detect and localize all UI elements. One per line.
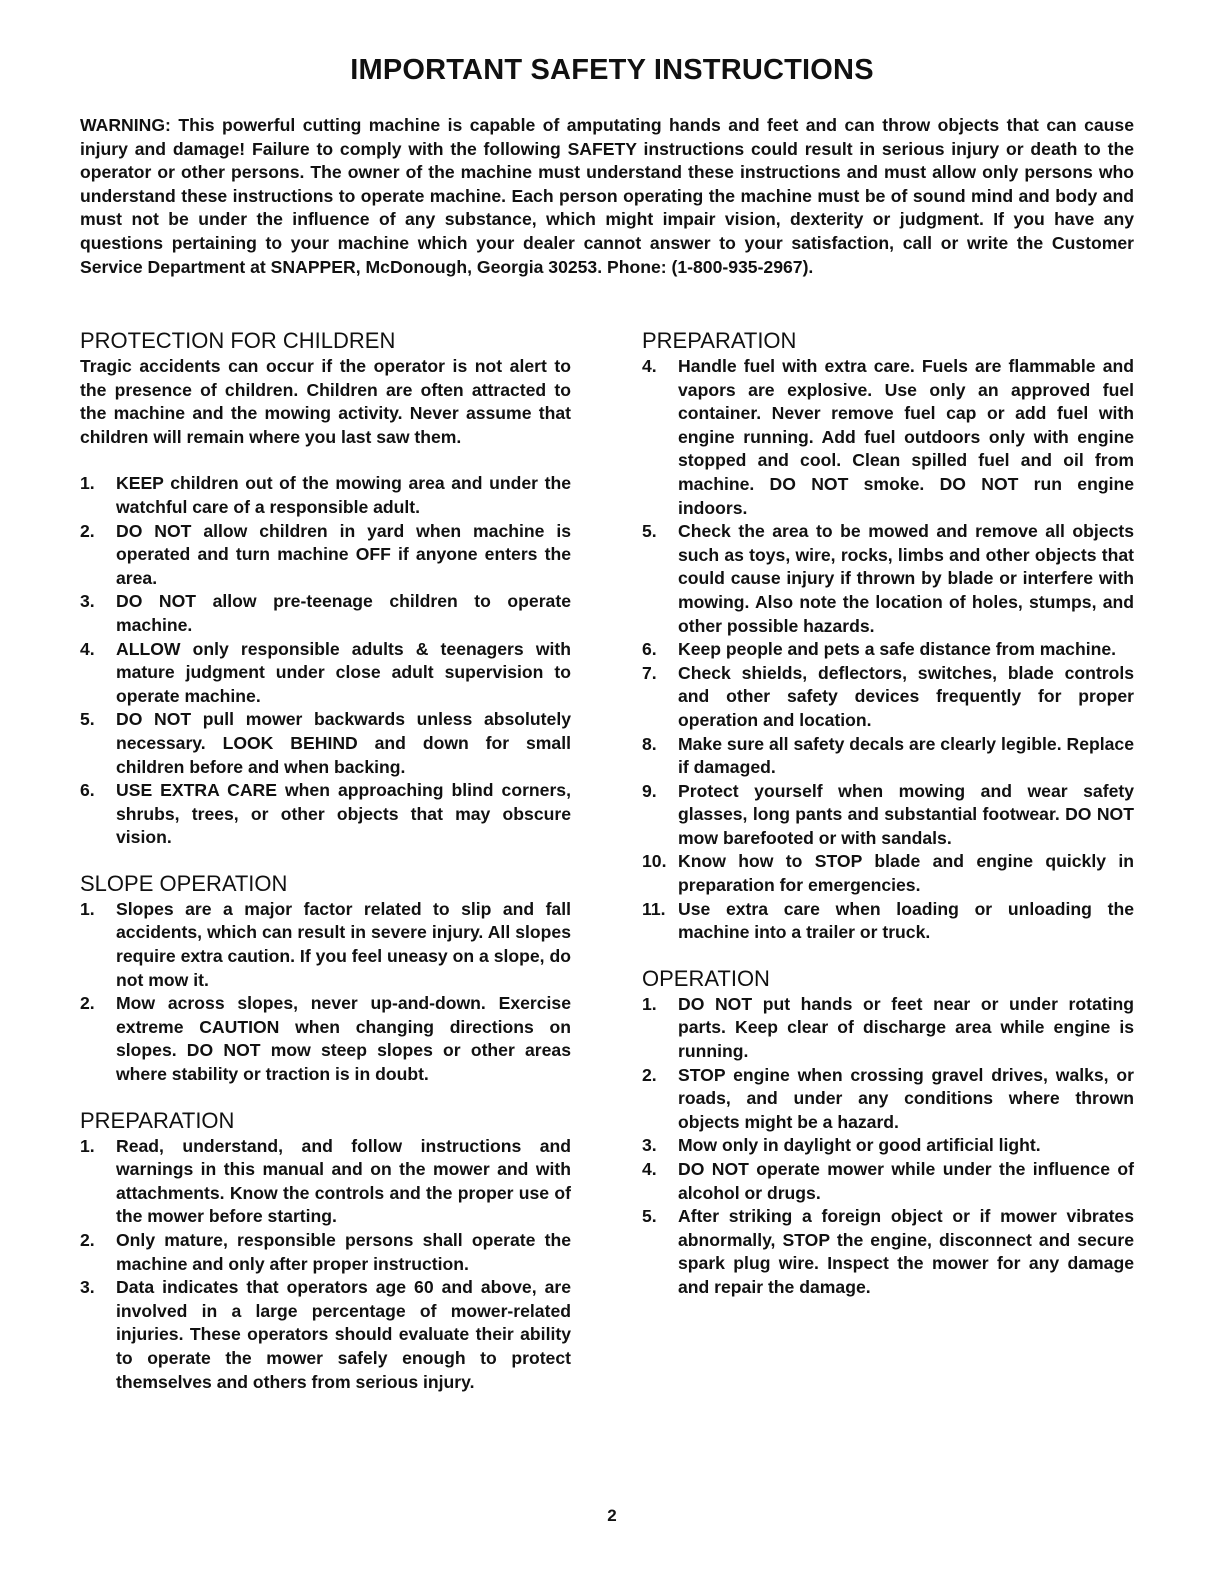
list-item — [80, 472, 571, 519]
item-number: 8. — [642, 733, 657, 754]
item-number: 1. — [80, 473, 95, 494]
list-item — [642, 993, 1134, 1064]
list-item — [80, 779, 571, 850]
item-number: 5. — [642, 521, 657, 542]
item-text: Data indicates that operators age 60 and above, are involved in a large percentage of mower-related injuries. These operators should evaluate their ability to operate the mower safely enough to protect themselves and others from serious injury. — [116, 1277, 571, 1392]
item-text: Read, understand, and follow instructions and warnings in this manual and on the mower and with attachments. Know the controls and the proper use of the mower before starting. — [116, 1135, 571, 1227]
list-item — [80, 520, 571, 591]
instruction-list — [642, 993, 1134, 1300]
item-text: Keep people and pets a safe distance from machine. — [678, 639, 1117, 660]
item-text: DO NOT operate mower while under the influence of alcohol or drugs. — [678, 1159, 1134, 1203]
section-protection-for-children — [80, 327, 571, 850]
list-item — [642, 662, 1134, 733]
list-item — [80, 1135, 571, 1229]
item-number: 6. — [80, 780, 95, 801]
item-text: Check shields, deflectors, switches, blade controls and other safety devices frequently for proper operation and location. — [678, 662, 1134, 730]
item-text: Make sure all safety decals are clearly legible. Replace if damaged. — [678, 733, 1134, 778]
item-number: 4. — [80, 638, 95, 659]
list-item — [80, 1229, 571, 1276]
item-text: After striking a foreign object or if mower vibrates abnormally, STOP the engine, disconnect and secure spark plug wire. Inspect the mower for any damage and repair the damage. — [678, 1206, 1134, 1297]
instruction-list — [80, 472, 571, 850]
list-item — [80, 1276, 571, 1394]
section-heading: PREPARATION — [80, 1107, 235, 1133]
list-item — [642, 1134, 1134, 1158]
list-item — [642, 638, 1134, 662]
item-text: Use extra care when loading or unloading the machine into a trailer or truck. — [678, 898, 1134, 943]
section-operation — [642, 965, 1134, 1300]
item-text: Check the area to be mowed and remove all objects such as toys, wire, rocks, limbs and other objects that could cause injury if thrown by blade or interfere with mowing. Also note the location of holes, stumps, and other possible hazards. — [678, 521, 1134, 636]
right-column — [642, 327, 1134, 1320]
item-number: 3. — [80, 591, 95, 612]
item-number: 5. — [80, 709, 95, 730]
item-text: Handle fuel with extra care. Fuels are flammable and vapors are explosive. Use only an approved fuel container. Never remove fuel cap or add fuel with engine running. Add fuel outdoors only with engine stopped and cool. Clean spilled fuel and oil from machine. DO NOT smoke. DO NOT run engine indoors. — [678, 356, 1134, 518]
item-text: KEEP children out of the mowing area and under the watchful care of a responsible adult. — [116, 473, 571, 517]
list-item — [642, 520, 1134, 638]
list-item — [642, 1064, 1134, 1135]
section-heading: SLOPE OPERATION — [80, 870, 288, 896]
left-column — [80, 327, 571, 1414]
item-number: 2. — [80, 1230, 95, 1250]
item-number: 1. — [642, 993, 657, 1014]
item-number: 5. — [642, 1206, 657, 1227]
list-item — [642, 1205, 1134, 1299]
section-heading: PREPARATION — [642, 328, 797, 353]
section-intro: Tragic accidents can occur if the operator is not alert to the presence of children. Children are often attracted to the machine and the mowing activity. Never assume that children will remain where you last saw them. — [80, 356, 571, 447]
item-text: DO NOT allow children in yard when machine is operated and turn machine OFF if anyone enters the area. — [116, 520, 571, 588]
warning-paragraph: WARNING: This powerful cutting machine is capable of amputating hands and feet and can throw objects that can cause injury and damage! Failure to comply with the following SAFETY instructions could result in serious injury or death to the operator or other persons. The owner of the machine must understand these instructions and must allow only persons who understand these instructions to operate machine. Each person operating the machine must be of sound mind and body and must not be under the influence of any substance, which might impair vision, dexterity or judgment. If you have any questions pertaining to your machine which your dealer cannot answer to your satisfaction, call or write the Customer Service Department at SNAPPER, McDonough, Georgia 30253. Phone: (1-800-935-2967). — [80, 115, 1134, 277]
item-number: 2. — [642, 1064, 657, 1085]
item-text: USE EXTRA CARE when approaching blind corners, shrubs, trees, or other objects that may obscure vision. — [116, 780, 571, 848]
item-text: Mow across slopes, never up-and-down. Exercise extreme CAUTION when changing directions on slopes. DO NOT mow steep slopes or other areas where stability or traction is in doubt. — [116, 993, 571, 1085]
item-number: 2. — [80, 520, 95, 541]
item-number: 4. — [642, 1159, 657, 1179]
list-item — [642, 733, 1134, 780]
section-preparation-right — [642, 327, 1134, 945]
section-heading: PROTECTION FOR CHILDREN — [80, 328, 396, 353]
item-text: DO NOT allow pre-teenage children to operate machine. — [116, 591, 571, 635]
item-number: 3. — [642, 1135, 657, 1156]
list-item — [642, 898, 1134, 945]
list-item — [642, 355, 1134, 520]
section-preparation-left — [80, 1107, 571, 1395]
list-item — [80, 898, 571, 992]
item-number: 2. — [80, 993, 95, 1014]
item-number: 3. — [80, 1277, 95, 1298]
list-item — [80, 590, 571, 637]
item-text: Only mature, responsible persons shall operate the machine and only after proper instruction. — [116, 1230, 571, 1274]
list-item — [80, 708, 571, 779]
item-text: ALLOW only responsible adults & teenagers with mature judgment under close adult supervision to operate machine. — [116, 638, 571, 706]
list-item — [642, 1158, 1134, 1205]
list-item — [80, 638, 571, 709]
instruction-list — [642, 355, 1134, 945]
section-slope-operation — [80, 870, 571, 1087]
item-number: 1. — [80, 898, 95, 919]
instruction-list — [80, 1135, 571, 1395]
item-text: STOP engine when crossing gravel drives, walks, or roads, and under any conditions where thrown objects might be a hazard. — [678, 1064, 1134, 1132]
item-number: 4. — [642, 356, 657, 376]
item-text: DO NOT put hands or feet near or under rotating parts. Keep clear of discharge area while engine is running. — [678, 993, 1134, 1062]
item-number: 7. — [642, 662, 657, 683]
item-number: 11. — [642, 898, 666, 919]
item-text: Slopes are a major factor related to slip and fall accidents, which can result in severe injury. All slopes require extra caution. If you feel uneasy on a slope, do not mow it. — [116, 898, 571, 990]
item-text: DO NOT pull mower backwards unless absolutely necessary. LOOK BEHIND and down for small children before and when backing. — [116, 709, 571, 777]
item-text: Mow only in daylight or good artificial light. — [678, 1135, 1041, 1156]
item-text: Protect yourself when mowing and wear safety glasses, long pants and substantial footwear. DO NOT mow barefooted or with sandals. — [678, 780, 1134, 848]
item-number: 9. — [642, 780, 657, 801]
item-text: Know how to STOP blade and engine quickly in preparation for emergencies. — [678, 851, 1134, 896]
page-title: IMPORTANT SAFETY INSTRUCTIONS — [350, 54, 874, 86]
item-number: 1. — [80, 1135, 95, 1156]
page-number: 2 — [607, 1506, 617, 1525]
list-item — [642, 780, 1134, 851]
item-number: 10. — [642, 851, 667, 872]
item-number: 6. — [642, 639, 657, 660]
section-heading: OPERATION — [642, 965, 770, 991]
list-item — [80, 992, 571, 1086]
instruction-list — [80, 898, 571, 1087]
list-item — [642, 850, 1134, 897]
